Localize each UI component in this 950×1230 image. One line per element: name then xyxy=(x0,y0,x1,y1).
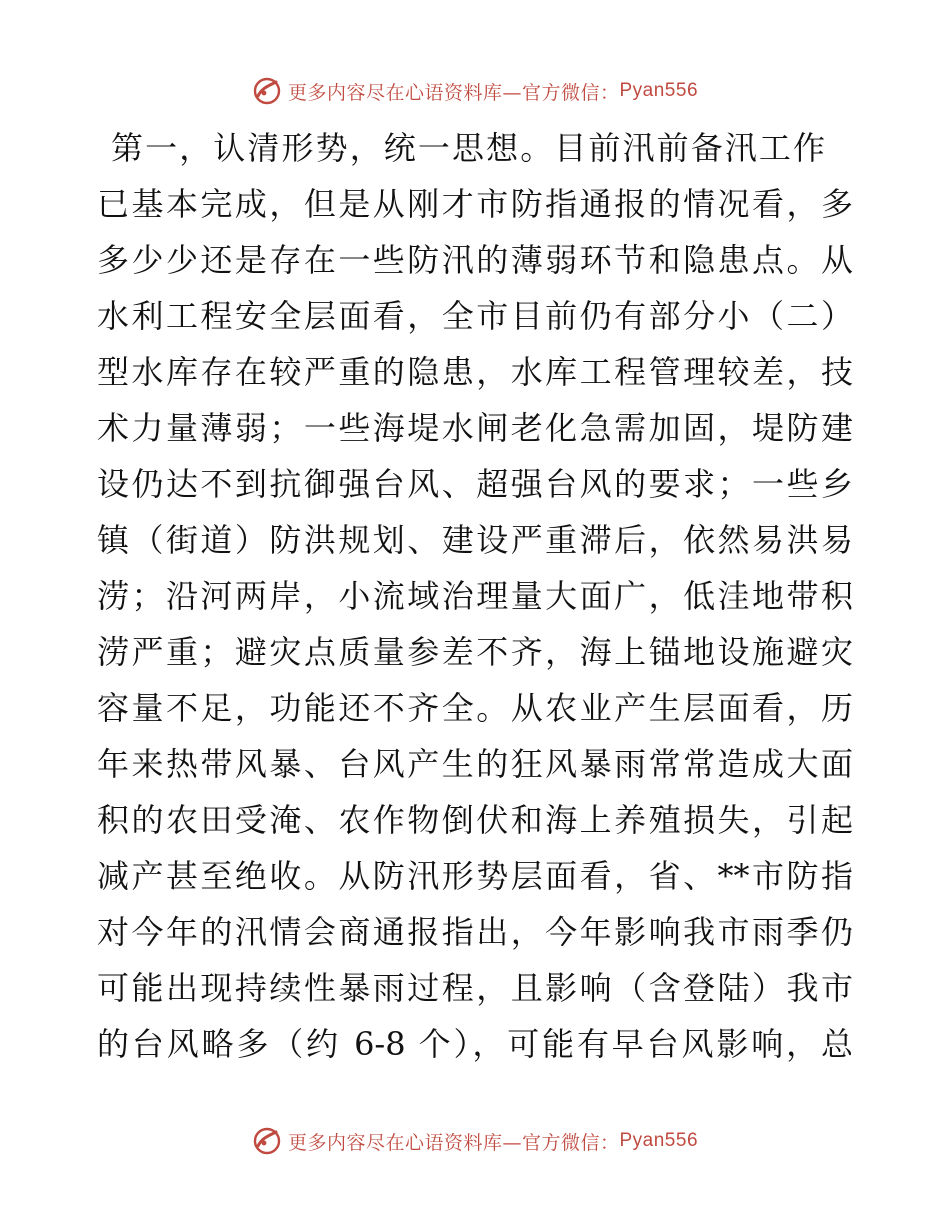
header-banner xyxy=(0,71,950,111)
scroll-pen-logo-icon xyxy=(252,76,282,106)
banner-text: 更多内容尽在心语资料库—官方微信： xyxy=(287,81,620,104)
body-line: 设仍达不到抗御强台风、超强台风的要求；一些乡 xyxy=(97,465,853,503)
body-line: 已基本完成，但是从刚才市防指通报的情况看，多 xyxy=(97,185,853,223)
body-line: 型水库存在较严重的隐患，水库工程管理较差，技 xyxy=(97,353,853,391)
body-line: 积的农田受淹、农作物倒伏和海上养殖损失，引起 xyxy=(97,801,853,839)
body-line: 镇（街道）防洪规划、建设严重滞后，依然易洪易 xyxy=(97,521,853,559)
body-line: 多少少还是存在一些防汛的薄弱环节和隐患点。从 xyxy=(97,241,853,279)
document-body xyxy=(97,120,853,1072)
body-line: 水利工程安全层面看，全市目前仍有部分小（二） xyxy=(97,297,853,335)
wechat-id: Pyan556 xyxy=(619,1130,699,1151)
banner-text: 更多内容尽在心语资料库—官方微信： xyxy=(287,1131,620,1154)
body-line: 减产甚至绝收。从防汛形势层面看，省、**市防指 xyxy=(97,857,853,895)
body-line: 年来热带风暴、台风产生的狂风暴雨常常造成大面 xyxy=(97,745,853,783)
body-line: 可能出现持续性暴雨过程，且影响（含登陆）我市 xyxy=(97,969,853,1007)
body-line: 的台风略多（约 6-8 个），可能有早台风影响，总 xyxy=(97,1025,853,1063)
body-line: 第一，认清形势，统一思想。目前汛前备汛工作 xyxy=(111,129,825,167)
wechat-id: Pyan556 xyxy=(619,80,699,101)
body-line: 对今年的汛情会商通报指出，今年影响我市雨季仍 xyxy=(97,913,853,951)
footer-banner xyxy=(0,1121,950,1161)
body-line: 涝严重；避灾点质量参差不齐，海上锚地设施避灾 xyxy=(97,633,853,671)
body-line: 容量不足，功能还不齐全。从农业产生层面看，历 xyxy=(97,689,853,727)
body-line: 术力量薄弱；一些海堤水闸老化急需加固，堤防建 xyxy=(97,409,853,447)
body-line: 涝；沿河两岸，小流域治理量大面广，低洼地带积 xyxy=(97,577,853,615)
scroll-pen-logo-icon xyxy=(252,1126,282,1156)
